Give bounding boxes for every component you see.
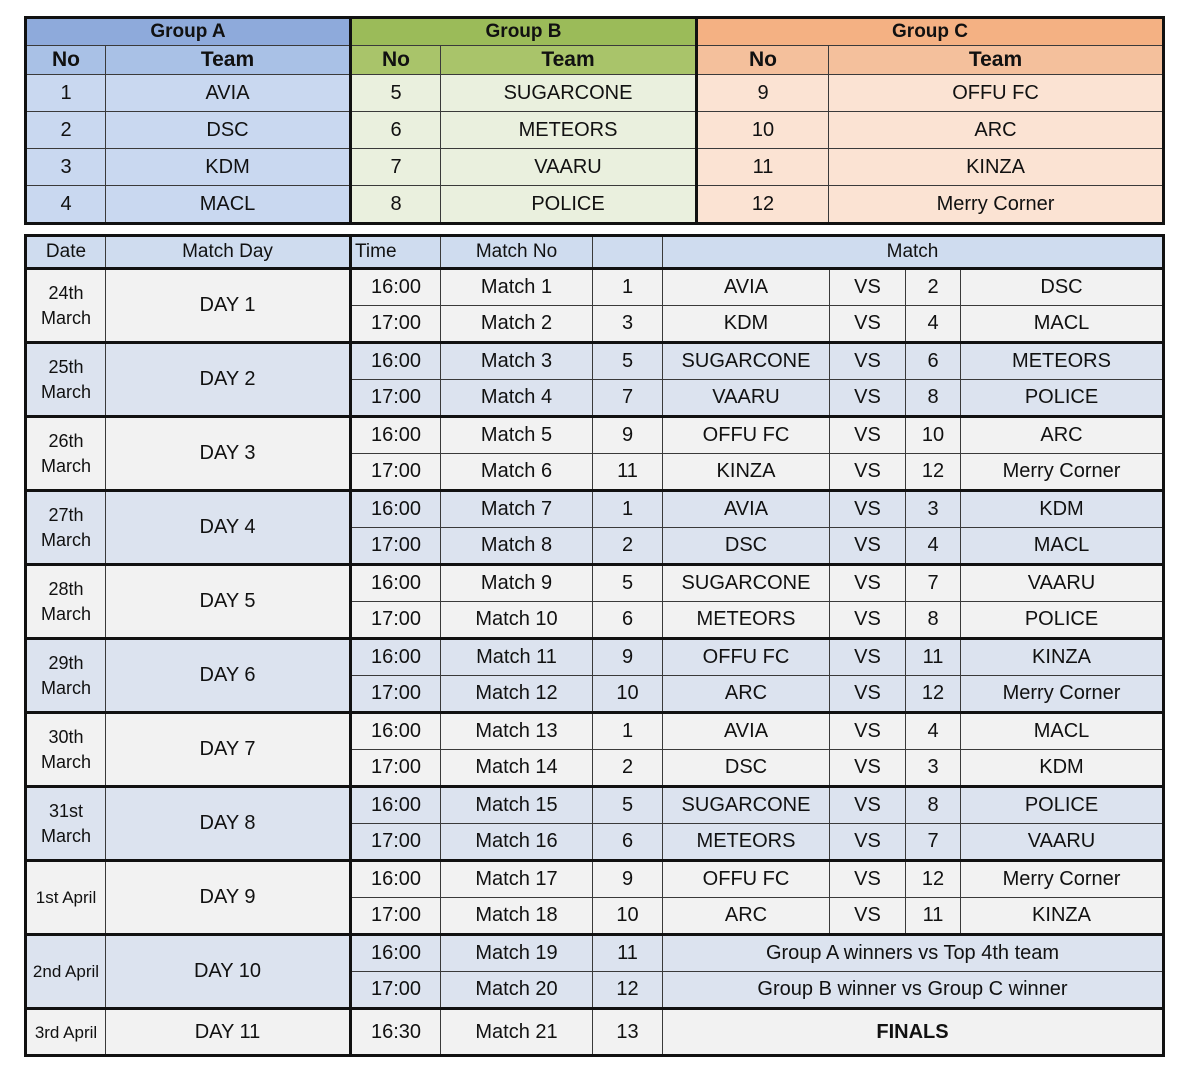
team2-name: KINZA (961, 639, 1164, 676)
group-c-title: Group C (697, 18, 1164, 46)
team-name: POLICE (441, 186, 697, 224)
schedule-header-row (26, 236, 1164, 269)
team-no: 11 (697, 149, 829, 186)
match-day: DAY 6 (106, 639, 351, 713)
match-row (26, 269, 1164, 306)
team2-name: ARC (961, 417, 1164, 454)
match-date: 24th March (26, 269, 106, 343)
team1-no: 1 (593, 713, 663, 750)
group-row (26, 112, 1164, 149)
team-name: KINZA (829, 149, 1164, 186)
vs-label: VS (830, 380, 906, 417)
team2-no: 4 (906, 528, 961, 565)
match-date: 3rd April (26, 1009, 106, 1056)
vs-label: VS (830, 269, 906, 306)
group-c-team-header: Team (829, 46, 1164, 75)
match-time: 17:00 (351, 824, 441, 861)
team1-no: 10 (593, 676, 663, 713)
match-time: 16:00 (351, 787, 441, 824)
match-number: Match 2 (441, 306, 593, 343)
match-day: DAY 9 (106, 861, 351, 935)
match-day: DAY 2 (106, 343, 351, 417)
team2-no: 12 (906, 454, 961, 491)
match-row (26, 417, 1164, 454)
team1-name: SUGARCONE (663, 343, 830, 380)
team2-name: KDM (961, 750, 1164, 787)
match-time: 16:30 (351, 1009, 441, 1056)
group-row (26, 75, 1164, 112)
team2-no: 8 (906, 602, 961, 639)
team2-no: 6 (906, 343, 961, 380)
match-time: 16:00 (351, 639, 441, 676)
group-b-no-header: No (351, 46, 441, 75)
match-date: 28th March (26, 565, 106, 639)
vs-label: VS (830, 713, 906, 750)
team2-no: 2 (906, 269, 961, 306)
vs-label: VS (830, 676, 906, 713)
match-description: Group A winners vs Top 4th team (663, 935, 1164, 972)
match-date: 26th March (26, 417, 106, 491)
team-name: KDM (106, 149, 351, 186)
team1-no: 2 (593, 750, 663, 787)
match-day: DAY 8 (106, 787, 351, 861)
match-number: Match 9 (441, 565, 593, 602)
team1-name: OFFU FC (663, 417, 830, 454)
team2-no: 4 (906, 306, 961, 343)
team2-name: POLICE (961, 602, 1164, 639)
team-name: AVIA (106, 75, 351, 112)
match-number: Match 1 (441, 269, 593, 306)
group-a-no-header: No (26, 46, 106, 75)
team1-no: 11 (593, 454, 663, 491)
match-time: 17:00 (351, 602, 441, 639)
team1-no: 2 (593, 528, 663, 565)
match-number: Match 8 (441, 528, 593, 565)
vs-label: VS (830, 750, 906, 787)
match-day: DAY 10 (106, 935, 351, 1009)
group-a-team-header: Team (106, 46, 351, 75)
match-time: 17:00 (351, 898, 441, 935)
team1-no: 6 (593, 602, 663, 639)
match-no-header: Match No (441, 236, 593, 269)
match-row (26, 787, 1164, 824)
match-number: Match 17 (441, 861, 593, 898)
match-number: Match 15 (441, 787, 593, 824)
team1-no: 9 (593, 861, 663, 898)
team2-no: 3 (906, 750, 961, 787)
date-header: Date (26, 236, 106, 269)
team-name: Merry Corner (829, 186, 1164, 224)
match-number: Match 12 (441, 676, 593, 713)
team2-name: Merry Corner (961, 861, 1164, 898)
team1-no: 12 (593, 972, 663, 1009)
team2-name: POLICE (961, 787, 1164, 824)
team-no: 8 (351, 186, 441, 224)
vs-label: VS (830, 787, 906, 824)
team1-name: VAARU (663, 380, 830, 417)
team2-name: MACL (961, 306, 1164, 343)
team-no: 9 (697, 75, 829, 112)
group-row (26, 149, 1164, 186)
match-time: 16:00 (351, 417, 441, 454)
match-date: 31st March (26, 787, 106, 861)
match-date: 2nd April (26, 935, 106, 1009)
team1-no: 1 (593, 269, 663, 306)
seq-header (593, 236, 663, 269)
team-name: VAARU (441, 149, 697, 186)
team1-name: AVIA (663, 491, 830, 528)
match-number: Match 11 (441, 639, 593, 676)
match-day: DAY 11 (106, 1009, 351, 1056)
match-time: 16:00 (351, 343, 441, 380)
match-time: 17:00 (351, 454, 441, 491)
match-date: 30th March (26, 713, 106, 787)
vs-label: VS (830, 602, 906, 639)
vs-label: VS (830, 417, 906, 454)
match-time: 16:00 (351, 935, 441, 972)
team-no: 4 (26, 186, 106, 224)
match-day: DAY 5 (106, 565, 351, 639)
match-number: Match 19 (441, 935, 593, 972)
team1-name: METEORS (663, 824, 830, 861)
match-day-header: Match Day (106, 236, 351, 269)
match-number: Match 20 (441, 972, 593, 1009)
team2-no: 12 (906, 861, 961, 898)
team-name: ARC (829, 112, 1164, 149)
groups-table (24, 16, 1165, 225)
match-row (26, 639, 1164, 676)
vs-label: VS (830, 861, 906, 898)
match-number: Match 14 (441, 750, 593, 787)
match-number: Match 10 (441, 602, 593, 639)
match-time: 16:00 (351, 269, 441, 306)
team1-no: 9 (593, 639, 663, 676)
vs-label: VS (830, 639, 906, 676)
match-number: Match 6 (441, 454, 593, 491)
match-time: 17:00 (351, 972, 441, 1009)
vs-label: VS (830, 565, 906, 602)
team-name: MACL (106, 186, 351, 224)
time-header: Time (351, 236, 441, 269)
match-number: Match 21 (441, 1009, 593, 1056)
match-description: Group B winner vs Group C winner (663, 972, 1164, 1009)
team2-no: 10 (906, 417, 961, 454)
group-b-title: Group B (351, 18, 697, 46)
match-number: Match 7 (441, 491, 593, 528)
match-time: 17:00 (351, 306, 441, 343)
team2-no: 11 (906, 898, 961, 935)
team-no: 6 (351, 112, 441, 149)
team-name: OFFU FC (829, 75, 1164, 112)
match-row (26, 713, 1164, 750)
team1-name: AVIA (663, 713, 830, 750)
team2-no: 11 (906, 639, 961, 676)
team2-name: DSC (961, 269, 1164, 306)
team2-name: Merry Corner (961, 454, 1164, 491)
team-no: 12 (697, 186, 829, 224)
match-description: FINALS (663, 1009, 1164, 1056)
team-no: 5 (351, 75, 441, 112)
team2-no: 8 (906, 787, 961, 824)
match-date: 25th March (26, 343, 106, 417)
group-c-no-header: No (697, 46, 829, 75)
team2-no: 4 (906, 713, 961, 750)
vs-label: VS (830, 898, 906, 935)
team1-no: 6 (593, 824, 663, 861)
team1-name: OFFU FC (663, 861, 830, 898)
team1-no: 5 (593, 565, 663, 602)
vs-label: VS (830, 454, 906, 491)
match-number: Match 13 (441, 713, 593, 750)
team1-name: KDM (663, 306, 830, 343)
team1-name: DSC (663, 750, 830, 787)
team1-name: KINZA (663, 454, 830, 491)
team1-name: SUGARCONE (663, 565, 830, 602)
match-day: DAY 7 (106, 713, 351, 787)
match-day: DAY 1 (106, 269, 351, 343)
team2-name: POLICE (961, 380, 1164, 417)
team1-no: 7 (593, 380, 663, 417)
team1-no: 5 (593, 787, 663, 824)
team-no: 10 (697, 112, 829, 149)
team2-name: METEORS (961, 343, 1164, 380)
team1-no: 1 (593, 491, 663, 528)
team1-no: 13 (593, 1009, 663, 1056)
team2-name: MACL (961, 713, 1164, 750)
team2-no: 12 (906, 676, 961, 713)
match-time: 16:00 (351, 491, 441, 528)
match-time: 17:00 (351, 750, 441, 787)
match-row (26, 935, 1164, 972)
match-header: Match (663, 236, 1164, 269)
match-time: 17:00 (351, 528, 441, 565)
match-row (26, 343, 1164, 380)
team2-name: VAARU (961, 565, 1164, 602)
match-time: 17:00 (351, 380, 441, 417)
team1-no: 5 (593, 343, 663, 380)
match-number: Match 5 (441, 417, 593, 454)
match-time: 16:00 (351, 861, 441, 898)
team-no: 1 (26, 75, 106, 112)
team-no: 2 (26, 112, 106, 149)
team-name: METEORS (441, 112, 697, 149)
group-b-team-header: Team (441, 46, 697, 75)
match-date: 27th March (26, 491, 106, 565)
match-time: 17:00 (351, 676, 441, 713)
team1-no: 11 (593, 935, 663, 972)
team2-name: VAARU (961, 824, 1164, 861)
team2-name: MACL (961, 528, 1164, 565)
vs-label: VS (830, 306, 906, 343)
team2-no: 3 (906, 491, 961, 528)
match-number: Match 16 (441, 824, 593, 861)
group-a-title: Group A (26, 18, 351, 46)
vs-label: VS (830, 528, 906, 565)
team1-name: ARC (663, 898, 830, 935)
team2-no: 8 (906, 380, 961, 417)
team1-no: 9 (593, 417, 663, 454)
team-name: SUGARCONE (441, 75, 697, 112)
match-time: 16:00 (351, 713, 441, 750)
match-row (26, 491, 1164, 528)
team1-name: ARC (663, 676, 830, 713)
match-time: 16:00 (351, 565, 441, 602)
team2-no: 7 (906, 824, 961, 861)
vs-label: VS (830, 343, 906, 380)
vs-label: VS (830, 824, 906, 861)
match-day: DAY 4 (106, 491, 351, 565)
match-row (26, 565, 1164, 602)
team-no: 3 (26, 149, 106, 186)
team1-name: OFFU FC (663, 639, 830, 676)
match-date: 1st April (26, 861, 106, 935)
team2-name: KDM (961, 491, 1164, 528)
team1-no: 10 (593, 898, 663, 935)
match-date: 29th March (26, 639, 106, 713)
team1-no: 3 (593, 306, 663, 343)
match-row (26, 861, 1164, 898)
match-day: DAY 3 (106, 417, 351, 491)
team1-name: AVIA (663, 269, 830, 306)
team1-name: SUGARCONE (663, 787, 830, 824)
match-number: Match 18 (441, 898, 593, 935)
match-number: Match 3 (441, 343, 593, 380)
team2-name: Merry Corner (961, 676, 1164, 713)
vs-label: VS (830, 491, 906, 528)
match-number: Match 4 (441, 380, 593, 417)
team2-no: 7 (906, 565, 961, 602)
team1-name: METEORS (663, 602, 830, 639)
schedule-table (24, 234, 1165, 1057)
team1-name: DSC (663, 528, 830, 565)
team-no: 7 (351, 149, 441, 186)
group-row (26, 186, 1164, 224)
team2-name: KINZA (961, 898, 1164, 935)
match-row (26, 1009, 1164, 1056)
team-name: DSC (106, 112, 351, 149)
